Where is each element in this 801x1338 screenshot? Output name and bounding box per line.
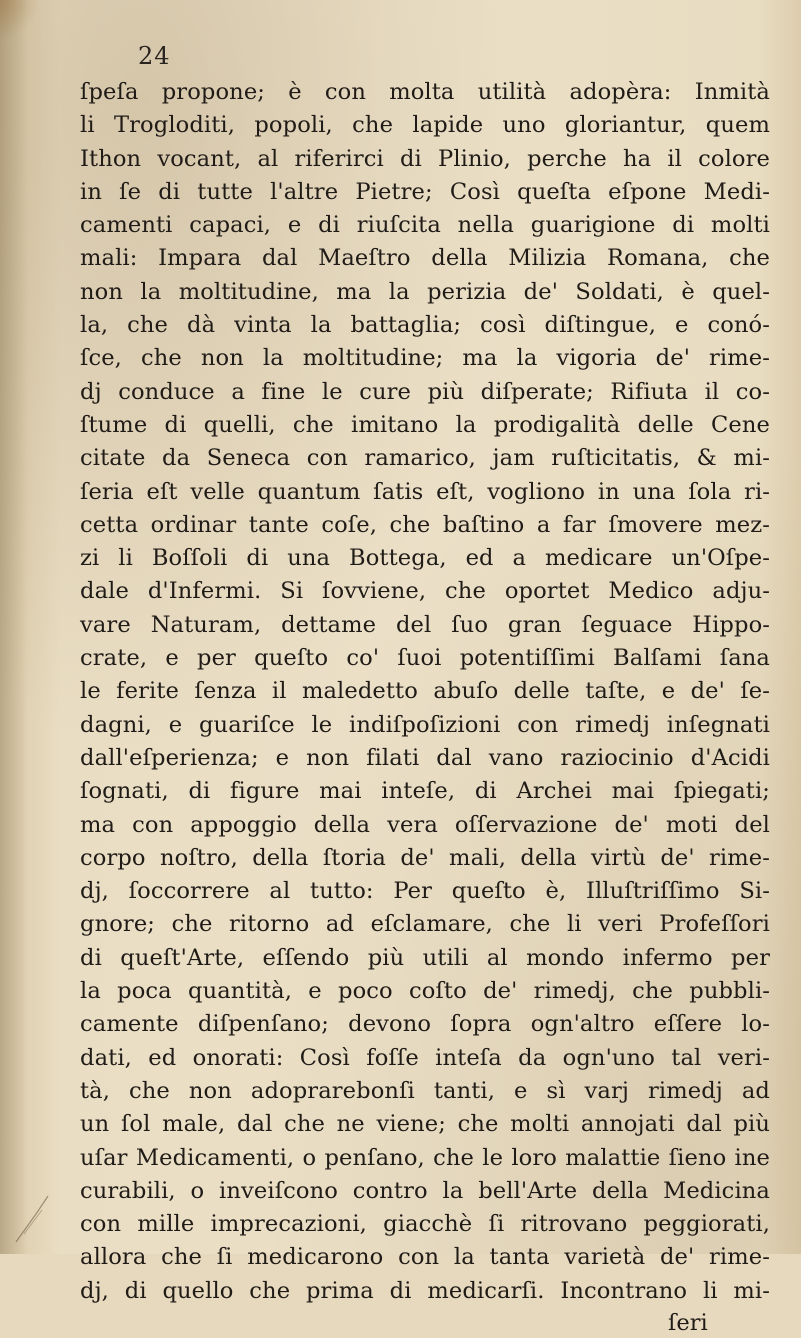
text-line-19: le ferite ſenza il maledetto abuſo delle taſte, e de' ſe- (80, 678, 770, 705)
text-line-30: dati, ed onorati: Così foſſe inteſa da ogn'uno tal veri- (80, 1044, 770, 1071)
text-line-20: dagni, e guariſce le indiſpoſizioni con rimedj inſegnati (80, 711, 770, 738)
text-line-27: di queſt'Arte, eſſendo più utili al mondo infermo per (80, 944, 770, 971)
page-number: 24 (138, 42, 171, 70)
text-line-16: dale d'Infermi. Si ſovviene, che oportet Medico adju- (80, 578, 770, 605)
text-line-36: allora che ſi medicarono con la tanta varietà de' rime- (80, 1244, 770, 1271)
text-line-31: tà, che non adoprarebonſi tanti, e sì varj rimedj ad (80, 1077, 770, 1104)
text-line-29: camente diſpenſano; devono ſopra ogn'altro eſſere lo- (80, 1011, 770, 1038)
text-line-26: gnore; che ritorno ad eſclamare, che li veri Profeſſori (80, 911, 770, 938)
text-line-21: dall'eſperienza; e non filati dal vano raziocinio d'Acidi (80, 744, 770, 771)
body-text (80, 76, 770, 1338)
text-line-10: dj conduce a fine le cure più diſperate; Rifiuta il co- (80, 378, 770, 405)
binding-shadow (0, 0, 28, 1254)
corner-stain (0, 0, 40, 40)
text-line-12: citate da Seneca con ramarico, jam ruſticitatis, & mi- (80, 445, 770, 472)
text-line-13: ſeria eſt velle quantum ſatis eſt, vogliono in una ſola ri- (80, 478, 770, 505)
text-line-35: con mille imprecazioni, giacchè ſi ritrovano peggiorati, (80, 1211, 770, 1238)
text-line-37: dj, di quello che prima di medicarſi. Incontrano li mi- (80, 1277, 770, 1304)
text-line-5: camenti capaci, e di riuſcita nella guarigione di molti (80, 212, 770, 239)
text-line-11: ſtume di quelli, che imitano la prodigalità delle Cene (80, 411, 770, 438)
text-line-24: corpo noſtro, della ſtoria de' mali, della virtù de' rime- (80, 844, 770, 871)
text-line-15: zi li Boſſoli di una Bottega, ed a medicare un'Oſpe- (80, 545, 770, 572)
text-line-6: mali: Impara dal Maeſtro della Milizia Romana, che (80, 245, 770, 272)
text-line-34: curabili, o inveiſcono contro la bell'Arte della Medicina (80, 1177, 770, 1204)
text-line-23: ma con appoggio della vera oſſervazione de' moti del (80, 811, 770, 838)
text-line-9: ſce, che non la moltitudine; ma la vigoria de' rime- (80, 345, 770, 372)
text-line-3: Ithon vocant, al riferirci di Plinio, perche ha il colore (80, 145, 770, 172)
text-line-14: cetta ordinar tante coſe, che baſtino a far ſmovere mez- (80, 511, 770, 538)
catchword: ſeri (668, 1309, 708, 1336)
text-line-25: dj, ſoccorrere al tutto: Per queſto è, Illuſtriſſimo Si- (80, 878, 770, 905)
text-line-33: uſar Medicamenti, o penſano, che le loro malattie ſieno ine (80, 1144, 770, 1171)
text-line-7: non la moltitudine, ma la perizia de' Soldati, è quel- (80, 278, 770, 305)
text-line-1: ſpeſa propone; è con molta utilità adopèra: Inmità (80, 79, 770, 105)
text-line-2: li Trogloditi, popoli, che lapide uno gloriantur, quem (80, 112, 770, 139)
text-line-8: la, che dà vinta la battaglia; così diſtingue, e conó- (80, 312, 770, 339)
text-line-22: ſognati, di figure mai inteſe, di Archei mai ſpiegati; (80, 778, 770, 805)
text-line-18: crate, e per queſto co' ſuoi potentiſſimi Balſami ſana (80, 645, 770, 672)
text-line-17: vare Naturam, dettame del ſuo gran ſeguace Hippo- (80, 611, 770, 638)
text-line-4: in ſe di tutte l'altre Pietre; Così queſta eſpone Medi- (80, 178, 770, 205)
text-line-28: la poca quantità, e poco coſto de' rimedj, che pubbli- (80, 978, 770, 1005)
text-line-32: un ſol male, dal che ne viene; che molti annojati dal più (80, 1111, 770, 1138)
stray-pen-mark (6, 1174, 66, 1244)
